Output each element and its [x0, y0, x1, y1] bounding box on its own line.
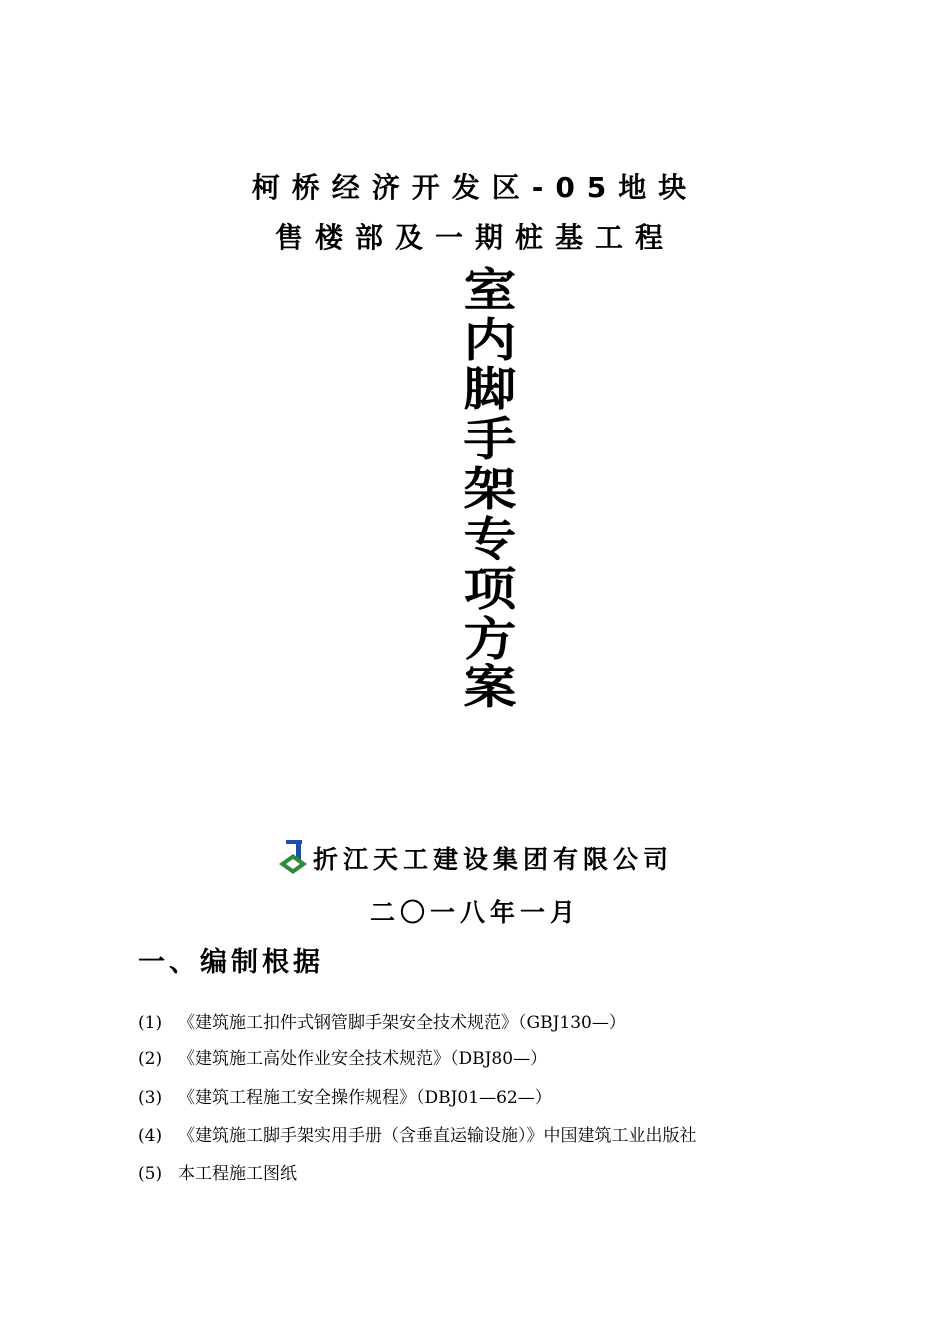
- cover-title-line-2: 售楼部及一期桩基工程: [274, 221, 675, 254]
- vertical-title-char: 室: [463, 263, 517, 317]
- vertical-title-char: 专: [463, 512, 517, 566]
- vertical-title-char: 架: [463, 462, 517, 516]
- vertical-title-char: 方: [463, 612, 517, 666]
- vertical-title-char: 内: [463, 313, 517, 367]
- reference-text: 《建筑工程施工安全操作规程》（DBJ01—62—）: [178, 1088, 552, 1108]
- vertical-title-char: 案: [463, 660, 517, 714]
- cover-title-line-1: 柯桥经济开发区-05地块: [251, 171, 699, 204]
- reference-number: (4): [138, 1126, 163, 1146]
- reference-number: (3): [138, 1088, 163, 1108]
- section-heading: 一、编制根据: [138, 947, 324, 978]
- reference-item: [138, 1087, 552, 1109]
- company-row: [0, 836, 950, 880]
- reference-text: 本工程施工图纸: [178, 1164, 297, 1184]
- reference-text: 《建筑施工高处作业安全技术规范》（DBJ80—）: [178, 1049, 548, 1069]
- reference-item: [138, 1048, 547, 1070]
- reference-number: (1): [138, 1013, 163, 1033]
- reference-item: [138, 1163, 297, 1185]
- company-name: 折江天工建设集团有限公司: [312, 845, 673, 874]
- reference-item: [138, 1125, 697, 1147]
- vertical-title-char: 手: [463, 412, 517, 466]
- reference-number: (5): [138, 1164, 163, 1184]
- reference-item: [138, 1012, 626, 1034]
- company-logo-icon: [277, 838, 311, 878]
- reference-text: 《建筑施工扣件式钢管脚手架安全技术规范》（GBJ130—）: [178, 1013, 626, 1033]
- reference-number: (2): [138, 1049, 163, 1069]
- cover-date: 二〇一八年一月: [369, 898, 580, 927]
- reference-text: 《建筑施工脚手架实用手册（含垂直运输设施）》中国建筑工业出版社: [178, 1126, 697, 1146]
- vertical-title-char: 脚: [463, 362, 517, 416]
- vertical-title-char: 项: [463, 562, 517, 616]
